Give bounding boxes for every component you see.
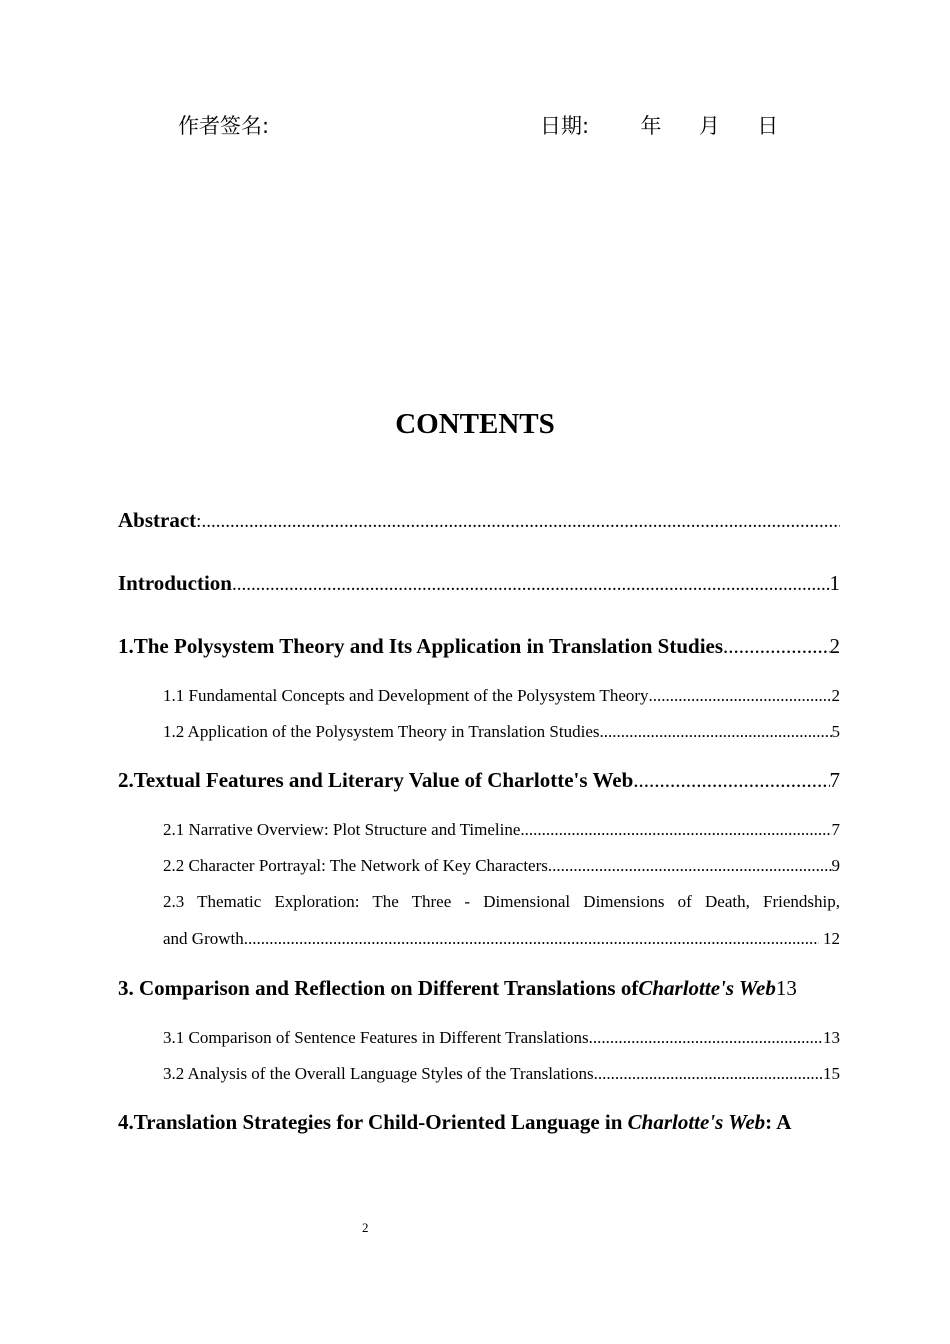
toc-page: 13 — [823, 1028, 840, 1047]
dot-leader — [594, 1064, 823, 1084]
year-label: 年 — [640, 114, 662, 138]
toc-label: Abstract — [118, 508, 197, 532]
toc-label: 1.2 Application of the Polysystem Theory in Translation Studies — [163, 722, 600, 741]
toc-number: 2. — [118, 768, 134, 792]
toc-label: and Growth — [163, 929, 244, 948]
toc-label-suffix: : — [196, 511, 202, 532]
toc-page: 1 — [829, 571, 840, 595]
toc-page: 9 — [831, 856, 840, 875]
toc-number: 1. — [118, 634, 134, 658]
toc-page: 5 — [831, 722, 840, 741]
date-field — [540, 110, 778, 140]
toc-entry-3-1[interactable] — [163, 1028, 840, 1048]
toc-entry-2-1[interactable] — [163, 820, 840, 840]
dot-leader — [600, 722, 832, 742]
dot-leader — [589, 1028, 823, 1048]
toc-label: 2.1 Narrative Overview: Plot Structure and Timeline — [163, 820, 521, 839]
toc-page: 15 — [823, 1064, 840, 1083]
toc-label: 3.2 Analysis of the Overall Language Styles of the Translations — [163, 1064, 594, 1083]
author-signature-label: 作者签名: — [178, 114, 270, 138]
dot-leader — [520, 820, 831, 840]
toc-label: 2.2 Character Portrayal: The Network of Key Characters — [163, 856, 548, 875]
toc-label: 3.1 Comparison of Sentence Features in Different Translations — [163, 1028, 589, 1047]
toc-entry-introduction[interactable] — [118, 571, 840, 596]
toc-label: Introduction — [118, 571, 232, 595]
toc-page: 7 — [829, 768, 840, 792]
day-label: 日 — [757, 114, 779, 138]
dot-leader — [548, 856, 832, 876]
toc-entry-2-3-line2[interactable] — [163, 929, 840, 949]
toc-entry-1-2[interactable] — [163, 722, 840, 742]
toc-label: The Polysystem Theory and Its Application in Translation Studies — [133, 634, 724, 658]
dot-leader — [633, 768, 829, 793]
date-label: 日期: — [540, 114, 590, 138]
dot-leader — [201, 511, 840, 533]
toc-label: 4.Translation Strategies for Child-Oriented Language in — [118, 1110, 628, 1134]
toc-entry-chapter-1[interactable] — [118, 634, 840, 659]
dot-leader — [723, 634, 829, 659]
toc-entry-2-3-line1[interactable]: 2.3 Thematic Exploration: The Three - Dimensional Dimensions of Death, Friendship, — [163, 892, 840, 911]
toc-entry-abstract[interactable] — [118, 508, 840, 533]
toc-label: 3. Comparison and Reflection on Different Translations of — [118, 976, 639, 1000]
toc-page: 13 — [775, 976, 797, 1000]
toc-label: Textual Features and Literary Value of Charlotte's Web — [133, 768, 634, 792]
dot-leader — [649, 686, 832, 706]
toc-page: 12 — [823, 929, 840, 948]
toc-page: 2 — [829, 634, 840, 658]
toc-page: 2 — [831, 686, 840, 705]
toc-entry-2-2[interactable] — [163, 856, 840, 876]
toc-title: CONTENTS — [395, 408, 555, 440]
month-label: 月 — [698, 114, 720, 138]
page-number: 2 — [362, 1220, 369, 1235]
toc-label-italic: Charlotte's Web — [627, 1110, 766, 1134]
toc-entry-3-2[interactable] — [163, 1064, 840, 1084]
signature-row — [0, 110, 950, 144]
toc-entry-chapter-3[interactable] — [118, 976, 853, 1001]
toc-label-italic: Charlotte's Web — [638, 976, 776, 1000]
dot-leader — [244, 929, 819, 949]
toc-entry-1-1[interactable] — [163, 686, 840, 706]
toc-entry-chapter-2[interactable] — [118, 768, 840, 793]
toc-label: 1.1 Fundamental Concepts and Development of the Polysystem Theory — [163, 686, 649, 705]
toc-label-suffix: : A — [765, 1110, 792, 1134]
toc-page: 7 — [831, 820, 840, 839]
dot-leader — [232, 574, 830, 596]
toc-entry-chapter-4[interactable] — [118, 1110, 840, 1135]
